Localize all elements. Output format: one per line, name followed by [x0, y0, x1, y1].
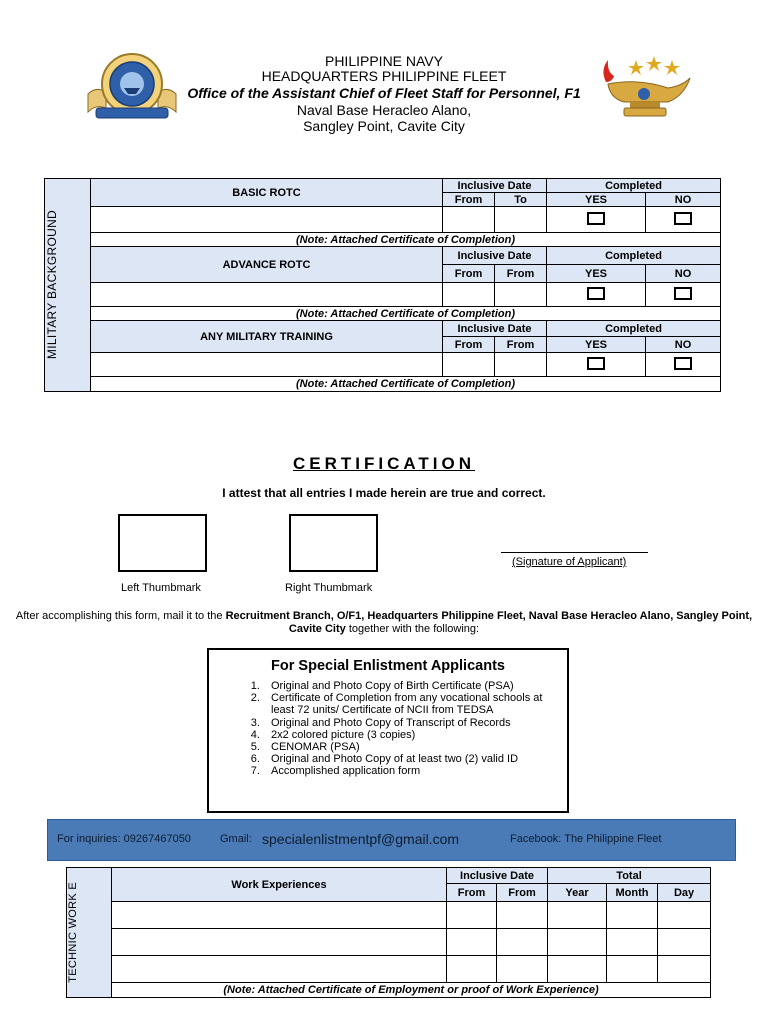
header-line-1: PHILIPPINE NAVY	[324, 53, 443, 69]
advance-rotc-to-field[interactable]	[495, 283, 547, 307]
month-header: Month	[607, 884, 658, 902]
attestation-text: I attest that all entries I made herein are true and correct.	[222, 486, 546, 500]
work-month-field[interactable]	[607, 902, 658, 929]
work-from-field[interactable]	[447, 956, 497, 983]
mailing-address: Recruitment Branch, O/F1, Headquarters Philippine Fleet, Naval Base Heracleo Alano, Sangley Point, Cavite City	[225, 610, 753, 635]
list-item: 3. Original and Photo Copy of Transcript of Records	[263, 717, 553, 729]
year-header: Year	[548, 884, 607, 902]
advance-rotc-yes-checkbox[interactable]	[587, 287, 605, 300]
work-experience-table	[66, 867, 711, 998]
advance-rotc-no-checkbox[interactable]	[674, 287, 692, 300]
work-year-field[interactable]	[548, 929, 607, 956]
military-background-label: MILITARY BACKGROUND	[45, 179, 91, 392]
military-training-field[interactable]	[91, 353, 443, 377]
completion-note: (Note: Attached Certificate of Completion)	[91, 307, 721, 321]
military-training-no-checkbox[interactable]	[674, 357, 692, 370]
section-title-any-military-training: ANY MILITARY TRAINING	[91, 321, 443, 353]
right-thumbmark-box[interactable]	[289, 514, 378, 572]
basic-rotc-no-checkbox[interactable]	[674, 212, 692, 225]
header-line-3: Office of the Assistant Chief of Fleet Staff for Personnel, F1	[187, 85, 581, 101]
right-thumbmark-label: Right Thumbmark	[285, 582, 373, 594]
from-header: From	[443, 265, 495, 283]
gmail-address[interactable]: specialenlistmentpf@gmail.com	[262, 831, 460, 847]
yes-header: YES	[547, 193, 646, 207]
inclusive-date-header: Inclusive Date	[443, 179, 547, 193]
inclusive-date-header: Inclusive Date	[443, 321, 547, 337]
work-experiences-header: Work Experiences	[112, 868, 447, 902]
list-item: 1. Original and Photo Copy of Birth Certificate (PSA)	[263, 680, 553, 692]
work-from-field[interactable]	[447, 929, 497, 956]
work-from-field[interactable]	[447, 902, 497, 929]
no-header: NO	[646, 265, 721, 283]
work-to-field[interactable]	[497, 956, 548, 983]
work-day-field[interactable]	[658, 956, 711, 983]
advance-rotc-field[interactable]	[91, 283, 443, 307]
list-item: 7. Accomplished application form	[263, 765, 553, 777]
list-item: 2. Certificate of Completion from any vocational schools at least 72 units/ Certificate of NCII from TEDSA	[263, 692, 553, 716]
certification-title: CERTIFICATION	[292, 454, 475, 473]
work-year-field[interactable]	[548, 902, 607, 929]
section-title-advance-rotc: ADVANCE ROTC	[91, 247, 443, 283]
completed-header: Completed	[547, 321, 721, 337]
work-side-label: TECHNIC WORK E	[67, 868, 112, 998]
header-line-5: Sangley Point, Cavite City	[303, 118, 465, 134]
employment-note: (Note: Attached Certificate of Employment or proof of Work Experience)	[112, 983, 711, 998]
special-enlistment-box	[207, 648, 569, 813]
no-header: NO	[646, 193, 721, 207]
completion-note: (Note: Attached Certificate of Completion)	[91, 377, 721, 392]
military-training-yes-checkbox[interactable]	[587, 357, 605, 370]
mailing-instructions: After accomplishing this form, mail it to the Recruitment Branch, O/F1, Headquarters Philippine Fleet, Naval Base Heracleo Alano, Sangley Point, Cavite City together with the following:	[15, 610, 753, 635]
military-training-to-field[interactable]	[495, 353, 547, 377]
requirements-list	[209, 680, 553, 778]
military-background-table	[44, 178, 721, 392]
inclusive-date-header: Inclusive Date	[443, 247, 547, 265]
list-item: 5. CENOMAR (PSA)	[263, 741, 553, 753]
from-header: From	[443, 193, 495, 207]
inquiries-banner	[47, 819, 736, 861]
military-training-from-field[interactable]	[443, 353, 495, 377]
basic-rotc-yes-checkbox[interactable]	[587, 212, 605, 225]
work-experience-field[interactable]	[112, 902, 447, 929]
to-header: From	[495, 265, 547, 283]
work-day-field[interactable]	[658, 929, 711, 956]
work-year-field[interactable]	[548, 956, 607, 983]
lamp-of-knowledge-icon	[598, 52, 694, 126]
completed-header: Completed	[547, 247, 721, 265]
work-experience-field[interactable]	[112, 929, 447, 956]
to-header: From	[495, 337, 547, 353]
total-header: Total	[548, 868, 711, 884]
facebook-link[interactable]: Facebook: The Philippine Fleet	[510, 833, 662, 845]
to-header: To	[495, 193, 547, 207]
list-item: 4. 2x2 colored picture (3 copies)	[263, 729, 553, 741]
work-experience-field[interactable]	[112, 956, 447, 983]
work-to-field[interactable]	[497, 902, 548, 929]
basic-rotc-to-field[interactable]	[495, 207, 547, 233]
list-item: 6. Original and Photo Copy of at least two (2) valid ID	[263, 753, 553, 765]
to-header: From	[497, 884, 548, 902]
no-header: NO	[646, 337, 721, 353]
completion-note: (Note: Attached Certificate of Completion)	[91, 233, 721, 247]
work-day-field[interactable]	[658, 902, 711, 929]
left-thumbmark-label: Left Thumbmark	[121, 582, 201, 594]
special-enlistment-title: For Special Enlistment Applicants	[271, 658, 505, 674]
header-line-4: Naval Base Heracleo Alano,	[296, 102, 472, 118]
work-month-field[interactable]	[607, 956, 658, 983]
work-to-field[interactable]	[497, 929, 548, 956]
section-title-basic-rotc: BASIC ROTC	[91, 179, 443, 207]
yes-header: YES	[547, 337, 646, 353]
day-header: Day	[658, 884, 711, 902]
gmail-label: Gmail:	[220, 833, 252, 845]
basic-rotc-field[interactable]	[91, 207, 443, 233]
left-thumbmark-box[interactable]	[118, 514, 207, 572]
signature-label: (Signature of Applicant)	[512, 556, 627, 568]
from-header: From	[443, 337, 495, 353]
signature-line[interactable]	[501, 552, 648, 553]
inquiries-phone: For inquiries: 09267467050	[57, 833, 191, 845]
header-line-2: HEADQUARTERS PHILIPPINE FLEET	[261, 68, 507, 84]
from-header: From	[447, 884, 497, 902]
advance-rotc-from-field[interactable]	[443, 283, 495, 307]
yes-header: YES	[547, 265, 646, 283]
inclusive-date-header: Inclusive Date	[447, 868, 548, 884]
basic-rotc-from-field[interactable]	[443, 207, 495, 233]
work-month-field[interactable]	[607, 929, 658, 956]
completed-header: Completed	[547, 179, 721, 193]
